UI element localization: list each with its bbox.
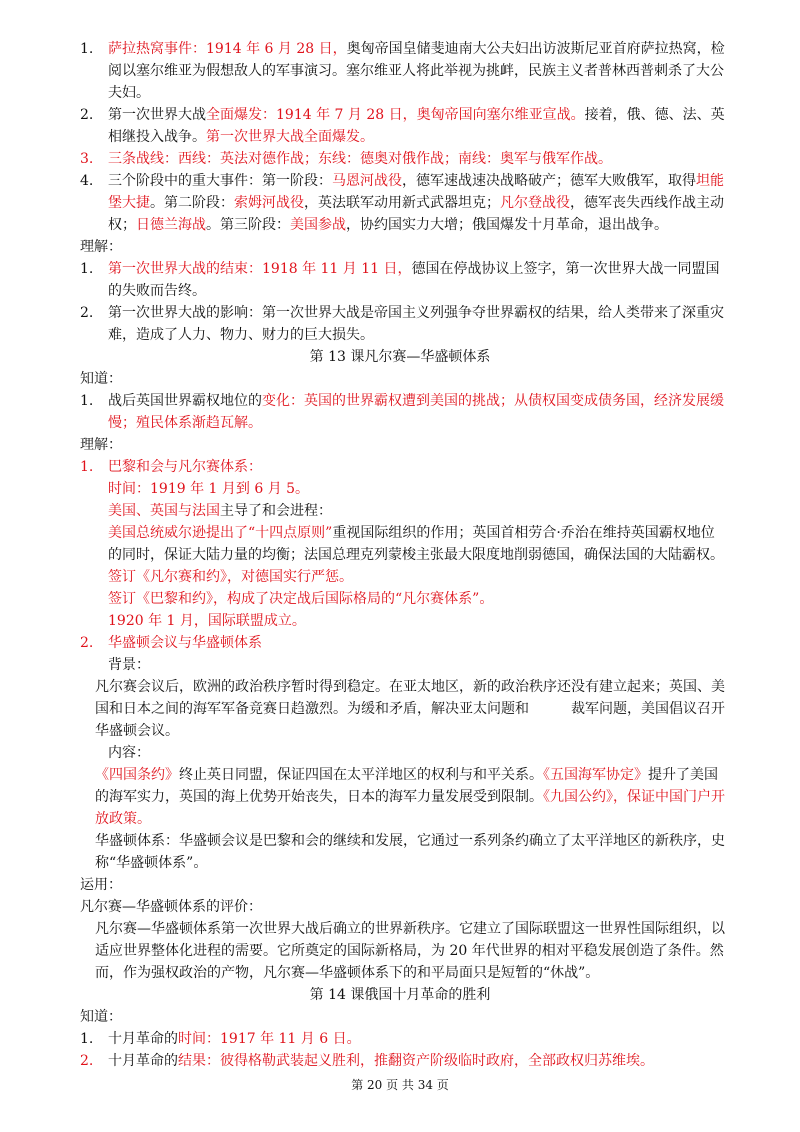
text-span: 十月革命的 bbox=[108, 1031, 178, 1047]
list-item bbox=[108, 302, 728, 346]
text-span: 第一次世界大战全面爆发。 bbox=[206, 129, 374, 145]
text-span: 第一次世界大战 bbox=[108, 107, 206, 123]
list-item bbox=[108, 38, 728, 104]
section-label: 理解： bbox=[80, 239, 122, 255]
section-label: 运用： bbox=[80, 877, 122, 893]
washington-heading: 华盛顿会议与华盛顿体系 bbox=[108, 635, 262, 651]
text-span: 变化：英国的世界霸权遭到美国的挑战；从债权国变成债务国，经济发展缓慢；殖民体系渐趋瓦解。 bbox=[108, 393, 724, 431]
versailles-league: 1920 年 1 月，国际联盟成立。 bbox=[108, 613, 306, 629]
list-number: 1. bbox=[80, 459, 94, 475]
list-number: 2. bbox=[80, 635, 94, 651]
text-span: 萨拉热窝事件：1914 年 6 月 28 日， bbox=[108, 41, 347, 57]
list-number: 1. bbox=[80, 261, 94, 277]
text-span: 日德兰海战 bbox=[136, 217, 206, 233]
list-number: 1. bbox=[80, 1031, 94, 1047]
versailles-heading: 巴黎和会与凡尔赛体系： bbox=[108, 459, 262, 475]
text-span: 凡尔登战役 bbox=[500, 195, 570, 211]
text-span: 战后英国世界霸权地位的 bbox=[108, 393, 262, 409]
text-span: 德国在停战协议上签字，第一次世界大战一同盟国的失败而告终。 bbox=[108, 261, 720, 299]
versailles-time: 时间：1919 年 1 月到 6 月 5。 bbox=[108, 481, 310, 497]
text-span: 结果：彼得格勒武装起义胜利，推翻资产阶级临时政府，全部政权归苏维埃。 bbox=[178, 1053, 654, 1069]
versailles-treaty-1: 签订《凡尔赛和约》，对德国实行严惩。 bbox=[108, 569, 353, 585]
text-span: 奥匈帝国皇储斐迪南大公夫妇出访波斯尼亚首府萨拉热窝，检阅以塞尔维亚为假想敌人的军事演习。塞尔维亚人将此举视为挑衅，民族主义者普林西普刺杀了大公夫妇。 bbox=[108, 41, 725, 101]
section-label: 理解： bbox=[80, 437, 122, 453]
text-span: 美国总统威尔逊提出了“十四点原则” bbox=[108, 525, 333, 541]
lesson-title: 第 14 课俄国十月革命的胜利 bbox=[309, 987, 491, 1003]
list-number: 2. bbox=[80, 107, 94, 123]
lesson-title: 第 13 课凡尔赛—华盛顿体系 bbox=[309, 349, 491, 365]
versailles-lead bbox=[108, 500, 728, 522]
list-item bbox=[108, 258, 728, 302]
list-number: 1. bbox=[80, 41, 94, 57]
background-text: 凡尔赛会议后，欧洲的政治秩序暂时得到稳定。在亚太地区，新的政治秩序还没有建立起来；英国、美国和日本之间的海军军备竞赛日趋激烈。为缓和矛盾，解决亚太问题和 裁军问题，美国倡议召开华盛顿会议。 bbox=[95, 679, 725, 739]
text-span: ，英法联军动用新式武器坦克； bbox=[304, 195, 500, 211]
text-span: 《四国条约》 bbox=[95, 767, 179, 783]
text-span: 《五国海军协定》 bbox=[543, 767, 648, 783]
text-span: 三条战线：西线：英法对德作战；东线：德奥对俄作战；南线：奥军与俄军作战。 bbox=[108, 151, 612, 167]
text-span: 美国参战 bbox=[290, 217, 346, 233]
list-number: 2. bbox=[80, 305, 94, 321]
list-number: 2. bbox=[80, 1053, 94, 1069]
text-span: 《九国公约》，保证中国门户开放政策。 bbox=[95, 789, 725, 827]
evaluation-text: 凡尔赛—华盛顿体系第一次世界大战后确立的世界新秩序。它建立了国际联盟这一世界性国际组织，以适应世界整体化进程的需要。它所奠定的国际新格局，为 20 年代世界的相对平稳发展创造了条件。然而，作为强权政治的产物，凡尔赛—华盛顿体系下的和平局面只是短暂的“休战”。 bbox=[95, 921, 725, 981]
text-span: 马恩河战役 bbox=[332, 173, 402, 189]
text-span: 美国、英国与法国 bbox=[108, 503, 220, 519]
versailles-wilson bbox=[108, 522, 728, 566]
versailles-treaty-2: 签订《巴黎和约》，构成了决定战后国际格局的“凡尔赛体系”。 bbox=[108, 591, 494, 607]
text-span: 主导了和会进程： bbox=[220, 503, 332, 519]
text-span: 重视国际组织的作用；英国首相劳合·乔治在维持英国霸权地位的同时，保证大陆力量的均衡；法国总理克列蒙梭主张最大限度地削弱德国，确保法国的大陆霸权。 bbox=[108, 525, 724, 563]
background-label: 背景： bbox=[108, 657, 150, 673]
page-footer: 第 20 页 共 34 页 bbox=[351, 1078, 449, 1092]
washington-system-text: 华盛顿体系：华盛顿会议是巴黎和会的继续和发展，它通过一系列条约确立了太平洋地区的新秩序，史称“华盛顿体系”。 bbox=[95, 833, 725, 871]
text-span: ，德军丧失西线作战主动权； bbox=[108, 195, 724, 233]
content-label: 内容： bbox=[108, 745, 150, 761]
evaluation-label: 凡尔赛—华盛顿体系的评价： bbox=[80, 899, 262, 915]
section-label: 知道： bbox=[80, 1009, 122, 1025]
list-number: 4. bbox=[80, 173, 94, 189]
list-item bbox=[108, 170, 728, 236]
text-span: ，德军速战速决战略破产；德军大败俄军，取得 bbox=[402, 173, 696, 189]
text-span: 提升了美国的海军实力，英国的海上优势开始丧失，日本的海军力量发展受到限制。 bbox=[95, 767, 718, 805]
text-span: 接着，俄、德、法、英相继投入战争。 bbox=[108, 107, 725, 145]
text-span: 。第三阶段： bbox=[206, 217, 290, 233]
list-item bbox=[108, 1028, 728, 1050]
text-span: ，协约国实力大增；俄国爆发十月革命，退出战争。 bbox=[346, 217, 668, 233]
text-span: 。第二阶段： bbox=[150, 195, 234, 211]
list-item bbox=[108, 104, 728, 148]
list-item bbox=[108, 1050, 728, 1072]
text-span: 三个阶段中的重大事件：第一阶段： bbox=[108, 173, 332, 189]
list-number: 3. bbox=[80, 151, 94, 167]
text-span: 时间：1917 年 11 月 6 日。 bbox=[178, 1031, 361, 1047]
text-span: 终止英日同盟，保证四国在太平洋地区的权利与和平关系。 bbox=[179, 767, 543, 783]
section-label: 知道： bbox=[80, 371, 122, 387]
list-item bbox=[108, 148, 728, 170]
text-span: 第一次世界大战的影响：第一次世界大战是帝国主义列强争夺世界霸权的结果，给人类带来了深重灾难，造成了人力、物力、财力的巨大损失。 bbox=[108, 305, 724, 343]
list-item bbox=[108, 390, 728, 434]
list-number: 1. bbox=[80, 393, 94, 409]
text-span: 坦能堡大捷 bbox=[108, 173, 724, 211]
text-span: 索姆河战役 bbox=[234, 195, 304, 211]
text-span: 全面爆发：1914 年 7 月 28 日，奥匈帝国向塞尔维亚宣战。 bbox=[206, 107, 585, 123]
text-span: 第一次世界大战的结束：1918 年 11 月 11 日， bbox=[108, 261, 412, 277]
content-text bbox=[95, 764, 728, 830]
text-span: 十月革命的 bbox=[108, 1053, 178, 1069]
